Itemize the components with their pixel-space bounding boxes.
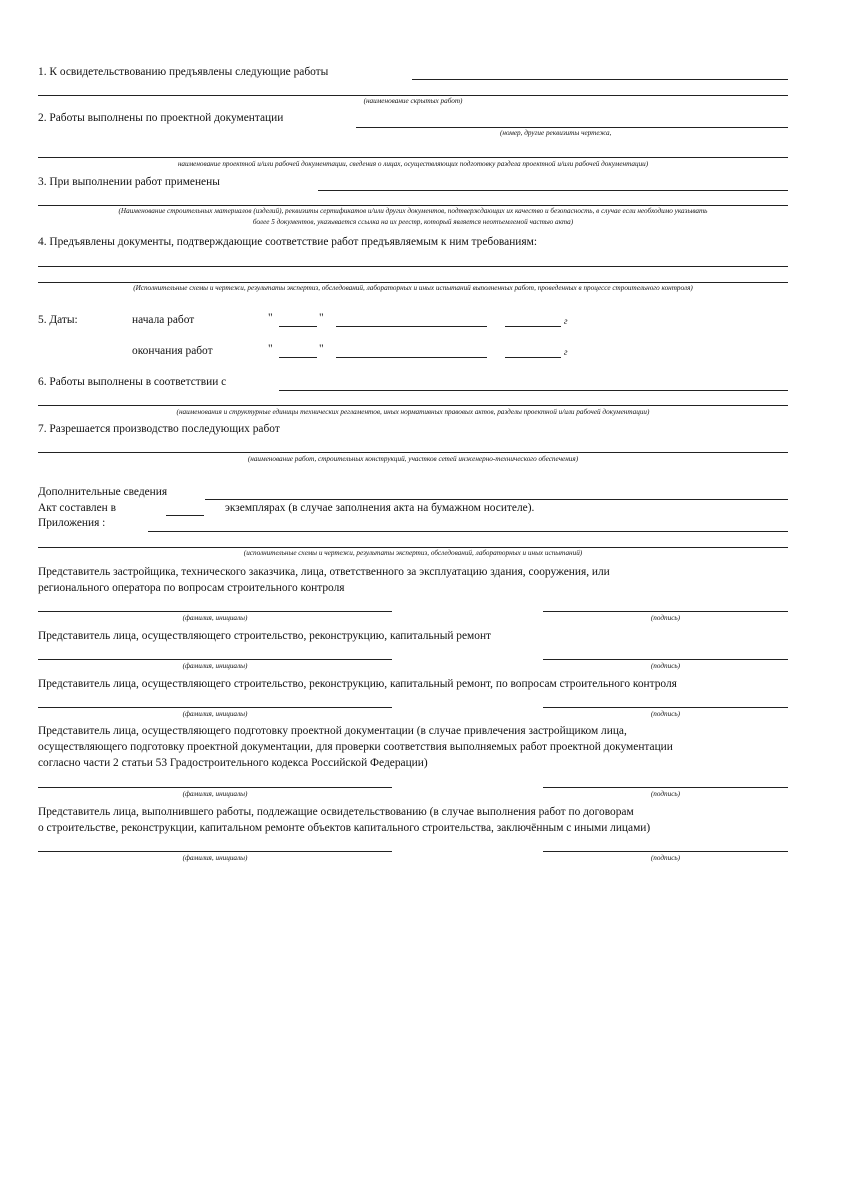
item-4-field-line2[interactable]: [38, 282, 788, 283]
start-quote-close: ": [319, 312, 324, 324]
rep-3-signature-caption: (подпись): [650, 710, 681, 718]
item-3-label: 3. При выполнении работ применены: [38, 176, 220, 188]
end-year-suffix: г: [564, 347, 568, 357]
rep-4-label-line2: осуществляющего подготовку проектной документации, для проверки соответствия выполняемых работ проектной документации: [38, 741, 673, 753]
rep-4-signature-field[interactable]: [543, 787, 788, 788]
start-date-label: начала работ: [132, 314, 195, 326]
rep-1-signature-field[interactable]: [543, 611, 788, 612]
end-day-field[interactable]: [279, 357, 317, 358]
rep-5-name-caption: (фамилия, инициалы): [182, 854, 248, 862]
rep-5-label-line1: Представитель лица, выполнившего работы, подлежащие освидетельствованию (в случае выполнения работ по договорам: [38, 806, 634, 818]
start-year-suffix: г: [564, 316, 568, 326]
item-5-label: 5. Даты:: [38, 314, 78, 326]
rep-2-signature-caption: (подпись): [650, 662, 681, 670]
rep-3-name-field[interactable]: [38, 707, 392, 708]
item-3-field[interactable]: [318, 190, 788, 191]
rep-2-label: Представитель лица, осуществляющего строительство, реконструкцию, капитальный ремонт: [38, 630, 492, 642]
end-year-field[interactable]: [505, 357, 561, 358]
item-4-label: 4. Предъявлены документы, подтверждающие соответствие работ предъявляемым к ним требованиям:: [38, 236, 538, 248]
act-copies-field[interactable]: [166, 515, 204, 516]
rep-1-signature-caption: (подпись): [650, 614, 681, 622]
item-6-caption: (наименования и структурные единицы технических регламентов, иных нормативных правовых актов, разделы проектной и/или рабочей документации): [176, 408, 650, 416]
rep-5-signature-field[interactable]: [543, 851, 788, 852]
item-7-label: 7. Разрешается производство последующих работ: [38, 423, 280, 435]
item-6-label: 6. Работы выполнены в соответствии с: [38, 376, 227, 388]
rep-5-label-line2: о строительстве, реконструкции, капитальном ремонте объектов капитального строительства, заключённым с иными лицами): [38, 822, 651, 834]
rep-2-signature-field[interactable]: [543, 659, 788, 660]
end-month-field[interactable]: [336, 357, 487, 358]
start-month-field[interactable]: [336, 326, 487, 327]
end-quote-close: ": [319, 343, 324, 355]
start-quote-open: ": [268, 312, 273, 324]
item-1-field-line2[interactable]: [38, 95, 788, 96]
rep-4-signature-caption: (подпись): [650, 790, 681, 798]
rep-3-signature-field[interactable]: [543, 707, 788, 708]
item-3-field-line2[interactable]: [38, 205, 788, 206]
rep-4-label-line3: согласно части 2 статьи 53 Градостроительного кодекса Российской Федерации): [38, 757, 428, 769]
additional-info-label: Дополнительные сведения: [38, 486, 168, 498]
item-6-field[interactable]: [279, 390, 788, 391]
item-2-label: 2. Работы выполнены по проектной документации: [38, 112, 284, 124]
item-7-caption: (наименование работ, строительных конструкций, участков сетей инженерно-технического обеспечения): [247, 455, 579, 463]
appendix-field[interactable]: [148, 531, 788, 532]
rep-2-name-field[interactable]: [38, 659, 392, 660]
rep-5-signature-caption: (подпись): [650, 854, 681, 862]
item-2-caption-b: наименование проектной и/или рабочей документации, сведения о лицах, осуществляющих подготовку раздела проектной и/или рабочей документации): [177, 160, 649, 168]
item-7-field[interactable]: [38, 452, 788, 453]
additional-info-field[interactable]: [205, 499, 788, 500]
item-1-label: 1. К освидетельствованию предъявлены следующие работы: [38, 66, 329, 78]
item-1-caption: (наименование скрытых работ): [363, 97, 463, 105]
end-quote-open: ": [268, 343, 273, 355]
item-1-field[interactable]: [412, 79, 788, 80]
item-3-caption-line1: (Наименование строительных материалов (изделий), реквизиты сертификатов и/или других документов, подтверждающих их качество и безопасность, в случае если необходимо указывать: [118, 207, 708, 215]
item-3-caption-line2: более 5 документов, указывается ссылка на их реестр, который является неотъемлемой частью акта): [252, 218, 574, 226]
item-4-field[interactable]: [38, 266, 788, 267]
appendix-field-line2[interactable]: [38, 547, 788, 548]
rep-2-name-caption: (фамилия, инициалы): [182, 662, 248, 670]
start-day-field[interactable]: [279, 326, 317, 327]
rep-3-label: Представитель лица, осуществляющего строительство, реконструкцию, капитальный ремонт, по вопросам строительного контроля: [38, 678, 677, 690]
rep-4-label-line1: Представитель лица, осуществляющего подготовку проектной документации (в случае привлечения застройщиком лица,: [38, 725, 627, 737]
rep-1-label-line2: регионального оператора по вопросам строительного контроля: [38, 582, 345, 594]
rep-4-name-field[interactable]: [38, 787, 392, 788]
item-6-field-line2[interactable]: [38, 405, 788, 406]
act-copies-prefix: Акт составлен в: [38, 502, 116, 514]
rep-1-name-caption: (фамилия, инициалы): [182, 614, 248, 622]
item-2-field-line2[interactable]: [38, 157, 788, 158]
rep-1-name-field[interactable]: [38, 611, 392, 612]
appendix-caption: (исполнительные схемы и чертежи, результаты экспертиз, обследований, лабораторных и иных испытаний): [243, 549, 583, 557]
item-2-caption-a: (номер, другие реквизиты чертежа,: [500, 129, 612, 137]
rep-4-name-caption: (фамилия, инициалы): [182, 790, 248, 798]
appendix-label: Приложения :: [38, 517, 106, 529]
end-date-label: окончания работ: [132, 345, 213, 357]
rep-1-label-line1: Представитель застройщика, технического заказчика, лица, ответственного за эксплуатацию здания, сооружения, или: [38, 566, 610, 578]
item-2-field[interactable]: [356, 127, 788, 128]
rep-3-name-caption: (фамилия, инициалы): [182, 710, 248, 718]
start-year-field[interactable]: [505, 326, 561, 327]
act-copies-suffix: экземплярах (в случае заполнения акта на бумажном носителе).: [225, 502, 535, 514]
rep-5-name-field[interactable]: [38, 851, 392, 852]
item-4-caption: (Исполнительные схемы и чертежи, результаты экспертиз, обследований, лабораторных и иных испытаний выполненных работ, проведенных в процессе строительного контроля): [133, 284, 693, 292]
